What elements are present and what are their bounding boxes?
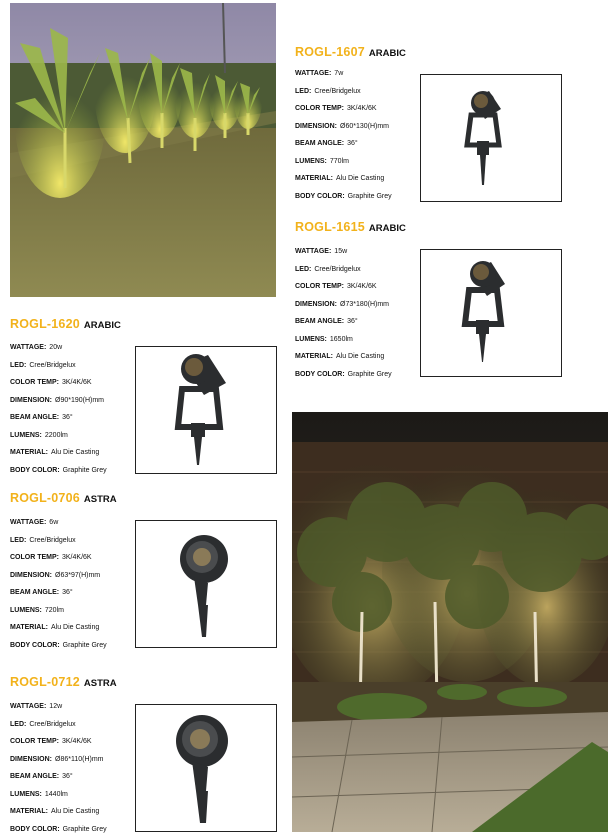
model-heading-rogl-1620 xyxy=(10,316,121,332)
spec-row-beam-angle: BEAM ANGLE: 36° xyxy=(10,773,73,780)
arabic-spotlight-icon xyxy=(421,75,561,201)
spec-row-led: LED: Cree/Bridgelux xyxy=(10,536,76,544)
series-name: ARABIC xyxy=(368,48,406,59)
product-image-rogl-1607 xyxy=(420,74,562,202)
spec-row-lumens: LUMENS: 1650lm xyxy=(295,335,353,343)
spec-row-wattage: WATTAGE: 15w xyxy=(295,248,348,255)
series-name: ARABIC xyxy=(83,320,121,331)
model-code: ROGL-0706 xyxy=(10,491,80,505)
model-code: ROGL-1615 xyxy=(295,220,365,234)
spec-row-material: MATERIAL: Alu Die Casting xyxy=(295,175,385,182)
spec-row-color-temp: COLOR TEMP: 3K/4K/6K xyxy=(10,379,92,386)
courtyard-night-photo xyxy=(292,412,608,832)
spec-row-wattage: WATTAGE: 20w xyxy=(10,344,63,351)
spec-row-beam-angle: BEAM ANGLE: 36° xyxy=(10,589,73,596)
spec-row-dimension: DIMENSION: Ø90*190(H)mm xyxy=(10,396,105,404)
spec-row-led: LED: Cree/Bridgelux xyxy=(295,87,361,95)
spec-row-body-color: BODY COLOR: Graphite Grey xyxy=(295,370,392,378)
spec-row-lumens: LUMENS: 720lm xyxy=(10,606,64,614)
spec-row-led: LED: Cree/Bridgelux xyxy=(10,361,76,369)
spec-row-dimension: DIMENSION: Ø60*130(H)mm xyxy=(295,122,390,130)
arabic-spotlight-icon xyxy=(421,250,561,376)
model-code: ROGL-1607 xyxy=(295,45,365,59)
spec-row-body-color: BODY COLOR: Graphite Grey xyxy=(10,825,107,833)
series-name: ARABIC xyxy=(368,223,406,234)
spec-row-dimension: DIMENSION: Ø86*110(H)mm xyxy=(10,755,104,763)
product-image-rogl-1615 xyxy=(420,249,562,377)
product-image-rogl-0706 xyxy=(135,520,277,648)
spec-row-dimension: DIMENSION: Ø73*180(H)mm xyxy=(295,300,390,308)
arabic-spotlight-icon xyxy=(136,347,276,473)
spec-row-color-temp: COLOR TEMP: 3K/4K/6K xyxy=(10,554,92,561)
spec-row-lumens: LUMENS: 770lm xyxy=(295,157,349,165)
spec-row-color-temp: COLOR TEMP: 3K/4K/6K xyxy=(295,283,377,290)
spec-row-body-color: BODY COLOR: Graphite Grey xyxy=(10,466,107,474)
spec-row-wattage: WATTAGE: 6w xyxy=(10,519,59,526)
astra-spotlight-icon xyxy=(136,705,276,831)
series-name: ASTRA xyxy=(83,494,117,505)
spec-row-body-color: BODY COLOR: Graphite Grey xyxy=(295,192,392,200)
spec-row-color-temp: COLOR TEMP: 3K/4K/6K xyxy=(295,105,377,112)
spec-row-material: MATERIAL: Alu Die Casting xyxy=(10,808,100,815)
series-name: ASTRA xyxy=(83,678,117,689)
model-heading-rogl-0712 xyxy=(10,674,117,690)
product-image-rogl-1620 xyxy=(135,346,277,474)
spec-row-wattage: WATTAGE: 12w xyxy=(10,703,63,710)
astra-spotlight-icon xyxy=(136,521,276,647)
model-heading-rogl-1607 xyxy=(295,44,406,60)
model-code: ROGL-0712 xyxy=(10,675,80,689)
spec-row-lumens: LUMENS: 1440lm xyxy=(10,790,68,798)
spec-row-wattage: WATTAGE: 7w xyxy=(295,70,344,77)
spec-row-material: MATERIAL: Alu Die Casting xyxy=(10,449,100,456)
spec-row-led: LED: Cree/Bridgelux xyxy=(295,265,361,273)
spec-row-beam-angle: BEAM ANGLE: 36° xyxy=(295,318,358,325)
model-heading-rogl-1615 xyxy=(295,219,406,235)
spec-row-beam-angle: BEAM ANGLE: 36° xyxy=(295,140,358,147)
spec-row-body-color: BODY COLOR: Graphite Grey xyxy=(10,641,107,649)
spec-row-material: MATERIAL: Alu Die Casting xyxy=(10,624,100,631)
product-image-rogl-0712 xyxy=(135,704,277,832)
spec-row-dimension: DIMENSION: Ø63*97(H)mm xyxy=(10,571,101,579)
garden-photo-banana-plants xyxy=(10,3,276,297)
spec-row-lumens: LUMENS: 2200lm xyxy=(10,431,68,439)
spec-row-color-temp: COLOR TEMP: 3K/4K/6K xyxy=(10,738,92,745)
spec-row-beam-angle: BEAM ANGLE: 36° xyxy=(10,414,73,421)
model-heading-rogl-0706 xyxy=(10,490,117,506)
spec-row-led: LED: Cree/Bridgelux xyxy=(10,720,76,728)
model-code: ROGL-1620 xyxy=(10,317,80,331)
spec-row-material: MATERIAL: Alu Die Casting xyxy=(295,353,385,360)
